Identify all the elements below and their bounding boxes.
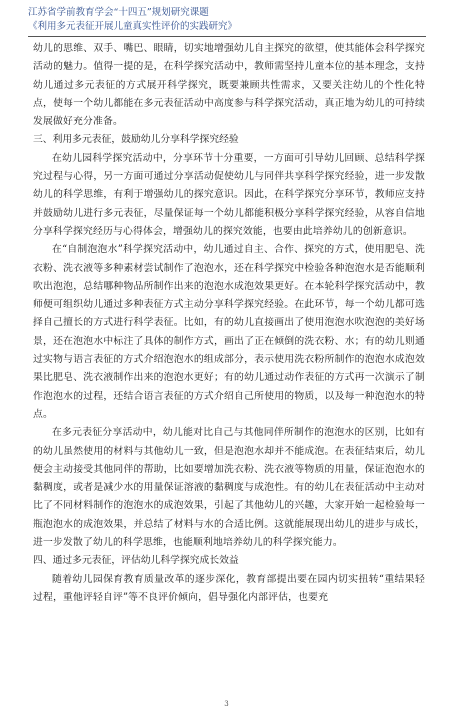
document-body <box>33 40 425 607</box>
paragraph: 在“自制泡泡水”科学探究活动中，幼儿通过自主、合作、探究的方式，使用肥皂、洗衣粉、洗衣液等多种素材尝试制作了泡泡水，还在科学探究中检验各种泡泡水是否能顺利吹出泡泡，总结哪种物品所制作出来的泡泡水成泡效果更好。在本轮科学探究活动中，教师便可组织幼儿通过多种表征方式主动分享科学探究经验。在此环节，每一个幼儿都可选择自己擅长的方式进行科学表征。比如，有的幼儿直接画出了使用泡泡水吹泡泡的美好场景，还在泡泡水中标注了具体的制作方式，画出了正在倾倒的洗衣粉、水；有的幼儿则通过实物与语言表征的方式介绍泡泡水的组成部分，表示使用洗衣粉所制作的泡泡水成泡效果比肥皂、洗衣液制作出来的泡泡水更好；有的幼儿通过动作表征的方式再一次演示了制作泡泡水的过程，还结合语言表征的方式介绍自己所使用的物质，以及每一种泡泡水的特点。 <box>33 244 425 420</box>
paragraph: 在幼儿园科学探究活动中，分享环节十分重要，一方面可引导幼儿回顾、总结科学探究过程与心得，另一方面可通过分享活动促使幼儿与同伴共享科学探究经验，进一步发散幼儿的科学思维，有利于增强幼儿的探究意识。因此，在科学探究分享环节，教师应支持并鼓励幼儿进行多元表征，尽量保证每一个幼儿都能积极分享科学探究经验，从容自信地分享科学探究经历与心得体会，增强幼儿的探究效能，也要由此培养幼儿的创新意识。 <box>33 152 425 237</box>
header-title-line2: 《利用多元表征开展儿童真实性评价的实践研究》 <box>28 21 238 32</box>
page-number: 3 <box>224 700 229 708</box>
paragraph: 幼儿的思维、双手、嘴巴、眼睛，切实地增强幼儿自主探究的欲望，使其能体会科学探究活动的魅力。值得一提的是，在科学探究活动中，教师需坚持儿童本位的基本理念，支持幼儿通过多元表征的方式展开科学探究，既要兼顾共性需求，又要关注幼儿的个性化特点，使每一个幼儿都能在多元表征活动中高度参与科学探究活动，真正地为幼儿的可持续发展做好充分准备。 <box>33 43 425 128</box>
page-header <box>28 6 428 34</box>
header-divider <box>28 36 426 37</box>
paragraph: 随着幼儿园保育教育质量改革的逐步深化，教育部提出要在园内切实扭转“重结果轻过程，重他评轻自评”等不良评价倾向，倡导强化内部评估，也要充 <box>33 573 425 603</box>
section-heading: 三、利用多元表征，鼓励幼儿分享科学探究经验 <box>33 134 239 146</box>
section-heading: 四、通过多元表征，评估幼儿科学探究成长效益 <box>33 555 239 567</box>
paragraph: 在多元表征分享活动中，幼儿能对比自己与其他同伴所制作的泡泡水的区别，比如有的幼儿虽然使用的材料与其他幼儿一致，但是泡泡水却并不能成泡。在表征结束后，幼儿便会主动接受其他同伴的帮助，比如要增加洗衣粉、洗衣液等物质的用量，保证泡泡水的黏稠度，或者是减少水的用量保证溶液的黏稠度与成泡性。有的幼儿在表征活动中主动对比了不同材料制作的泡泡水的成泡效果，引起了其他幼儿的兴趣，大家开始一起检验每一瓶泡泡水的成泡效果，并总结了材料与水的合适比例。这就能展现出幼儿的进步与成长，进一步发散了幼儿的科学思维，也能顺利地培养幼儿的科学探究能力。 <box>33 427 425 549</box>
header-title-line1: 江苏省学前教育学会“十四五”规划研究课题 <box>28 7 209 18</box>
